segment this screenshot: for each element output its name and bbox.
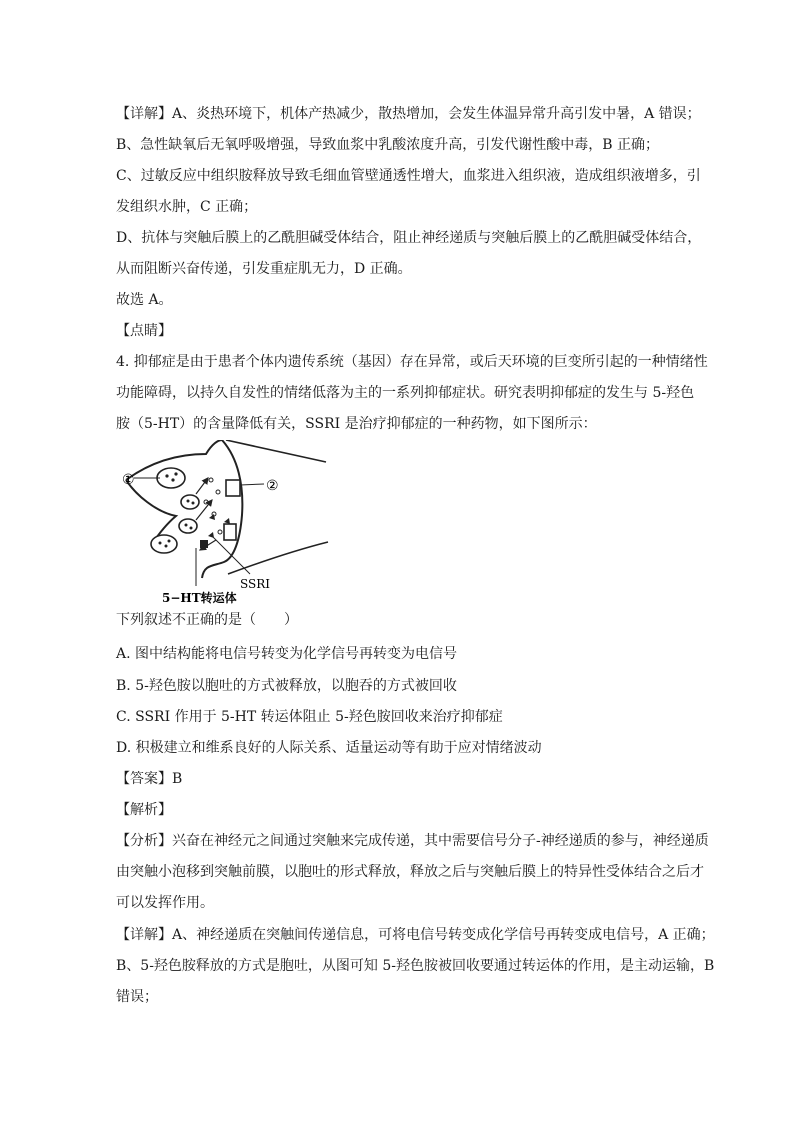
question-stem: 下列叙述不正确的是（ ） xyxy=(116,612,298,628)
analysis-text: 【分析】兴奋在神经元之间通过突触来完成传递，其中需要信号分子-神经递质的参与，神经递质 xyxy=(116,833,709,849)
neurotransmitter-dot xyxy=(159,542,162,545)
presynaptic-membrane xyxy=(126,440,242,578)
label-ssri: SSRI xyxy=(240,577,271,591)
synaptic-vesicle xyxy=(179,519,197,533)
analysis-heading: 【解析】 xyxy=(116,802,172,818)
serotonin-dot xyxy=(218,530,222,534)
serotonin-dot xyxy=(216,490,220,494)
neurotransmitter-dot xyxy=(165,545,168,548)
question-text: 功能障碍，以持久自发性的情绪低落为主的一系列抑郁症状。研究表明抑郁症的发生与 5-羟色 xyxy=(116,385,695,401)
receptor-box xyxy=(224,524,236,540)
synapse-figure xyxy=(116,440,331,605)
synaptic-vesicle xyxy=(157,468,185,488)
option-d: D. 积极建立和维系良好的人际关系、适量运动等有助于应对情绪波动 xyxy=(116,740,542,756)
leader-line xyxy=(240,484,264,485)
postsynaptic-membrane-top xyxy=(226,440,326,462)
question-text: 胺（5-HT）的含量降低有关，SSRI 是治疗抑郁症的一种药物，如下图所示： xyxy=(116,416,597,432)
synaptic-vesicle xyxy=(181,495,199,509)
leader-line xyxy=(212,536,250,574)
analysis-text: 由突触小泡移到突触前膜，以胞吐的形式释放，释放之后与突触后膜上的特异性受体结合之后才 xyxy=(116,864,704,880)
option-c: C. SSRI 作用于 5-HT 转运体阻止 5-羟色胺回收来治疗抑郁症 xyxy=(116,709,503,725)
neurotransmitter-dot xyxy=(174,472,177,475)
text-line: 发组织水肿，C 正确； xyxy=(116,199,258,215)
text-line: B、急性缺氧后无氧呼吸增强，导致血浆中乳酸浓度升高，引发代谢性酸中毒，B 正确； xyxy=(116,137,660,153)
label-1: ① xyxy=(122,472,135,488)
text-line: 【详解】A、炎热环境下，机体产热减少，散热增加，会发生体温异常升高引发中暑，A 错误； xyxy=(116,106,701,122)
text-line: 从而阻断兴奋传递，引发重症肌无力，D 正确。 xyxy=(116,261,412,277)
analysis-text: 可以发挥作用。 xyxy=(116,895,214,911)
detail-text: 错误； xyxy=(116,989,158,1005)
neurotransmitter-dot xyxy=(190,527,193,530)
axon-outline xyxy=(126,480,176,544)
text-line: 故选 A。 xyxy=(116,292,173,308)
receptor-box xyxy=(226,480,240,496)
neurotransmitter-dot xyxy=(165,474,168,477)
option-b: B. 5-羟色胺以胞吐的方式被释放，以胞吞的方式被回收 xyxy=(116,678,457,694)
section-heading: 【点睛】 xyxy=(116,323,172,339)
serotonin-dot xyxy=(204,500,208,504)
detail-text: 【详解】A、神经递质在突触间传递信息，可将电信号转变成化学信号再转变成电信号，A 正确； xyxy=(116,927,715,943)
label-5ht-transporter: 5−HT转运体 xyxy=(162,591,237,605)
neurotransmitter-dot xyxy=(171,478,174,481)
neurotransmitter-dot xyxy=(185,524,188,527)
detail-text: B、5-羟色胺释放的方式是胞吐，从图可知 5-羟色胺被回收要通过转运体的作用，是主动运输，B xyxy=(116,958,715,974)
release-arrow xyxy=(196,478,208,494)
postsynaptic-membrane-bottom xyxy=(228,542,328,574)
neurotransmitter-dot xyxy=(168,540,171,543)
text-line: C、过敏反应中组织胺释放导致毛细血管壁通透性增大，血浆进入组织液，造成组织液增多，引 xyxy=(116,168,701,184)
label-2: ② xyxy=(266,478,279,494)
answer-heading: 【答案】B xyxy=(116,771,183,787)
serotonin-dot xyxy=(209,478,213,482)
synaptic-vesicle xyxy=(151,535,177,553)
ssri-molecule xyxy=(224,518,230,524)
transporter-shape xyxy=(200,540,208,548)
synapse-diagram xyxy=(116,440,331,605)
neurotransmitter-dot xyxy=(192,502,195,505)
text-line: D、抗体与突触后膜上的乙酰胆碱受体结合，阻止神经递质与突触后膜上的乙酰胆碱受体结合， xyxy=(116,230,702,246)
option-a: A. 图中结构能将电信号转变为化学信号再转变为电信号 xyxy=(116,646,458,662)
neurotransmitter-dot xyxy=(187,500,190,503)
question-text: 4. 抑郁症是由于患者个体内遗传系统（基因）存在异常，或后天环境的巨变所引起的一种情绪性 xyxy=(116,354,708,370)
